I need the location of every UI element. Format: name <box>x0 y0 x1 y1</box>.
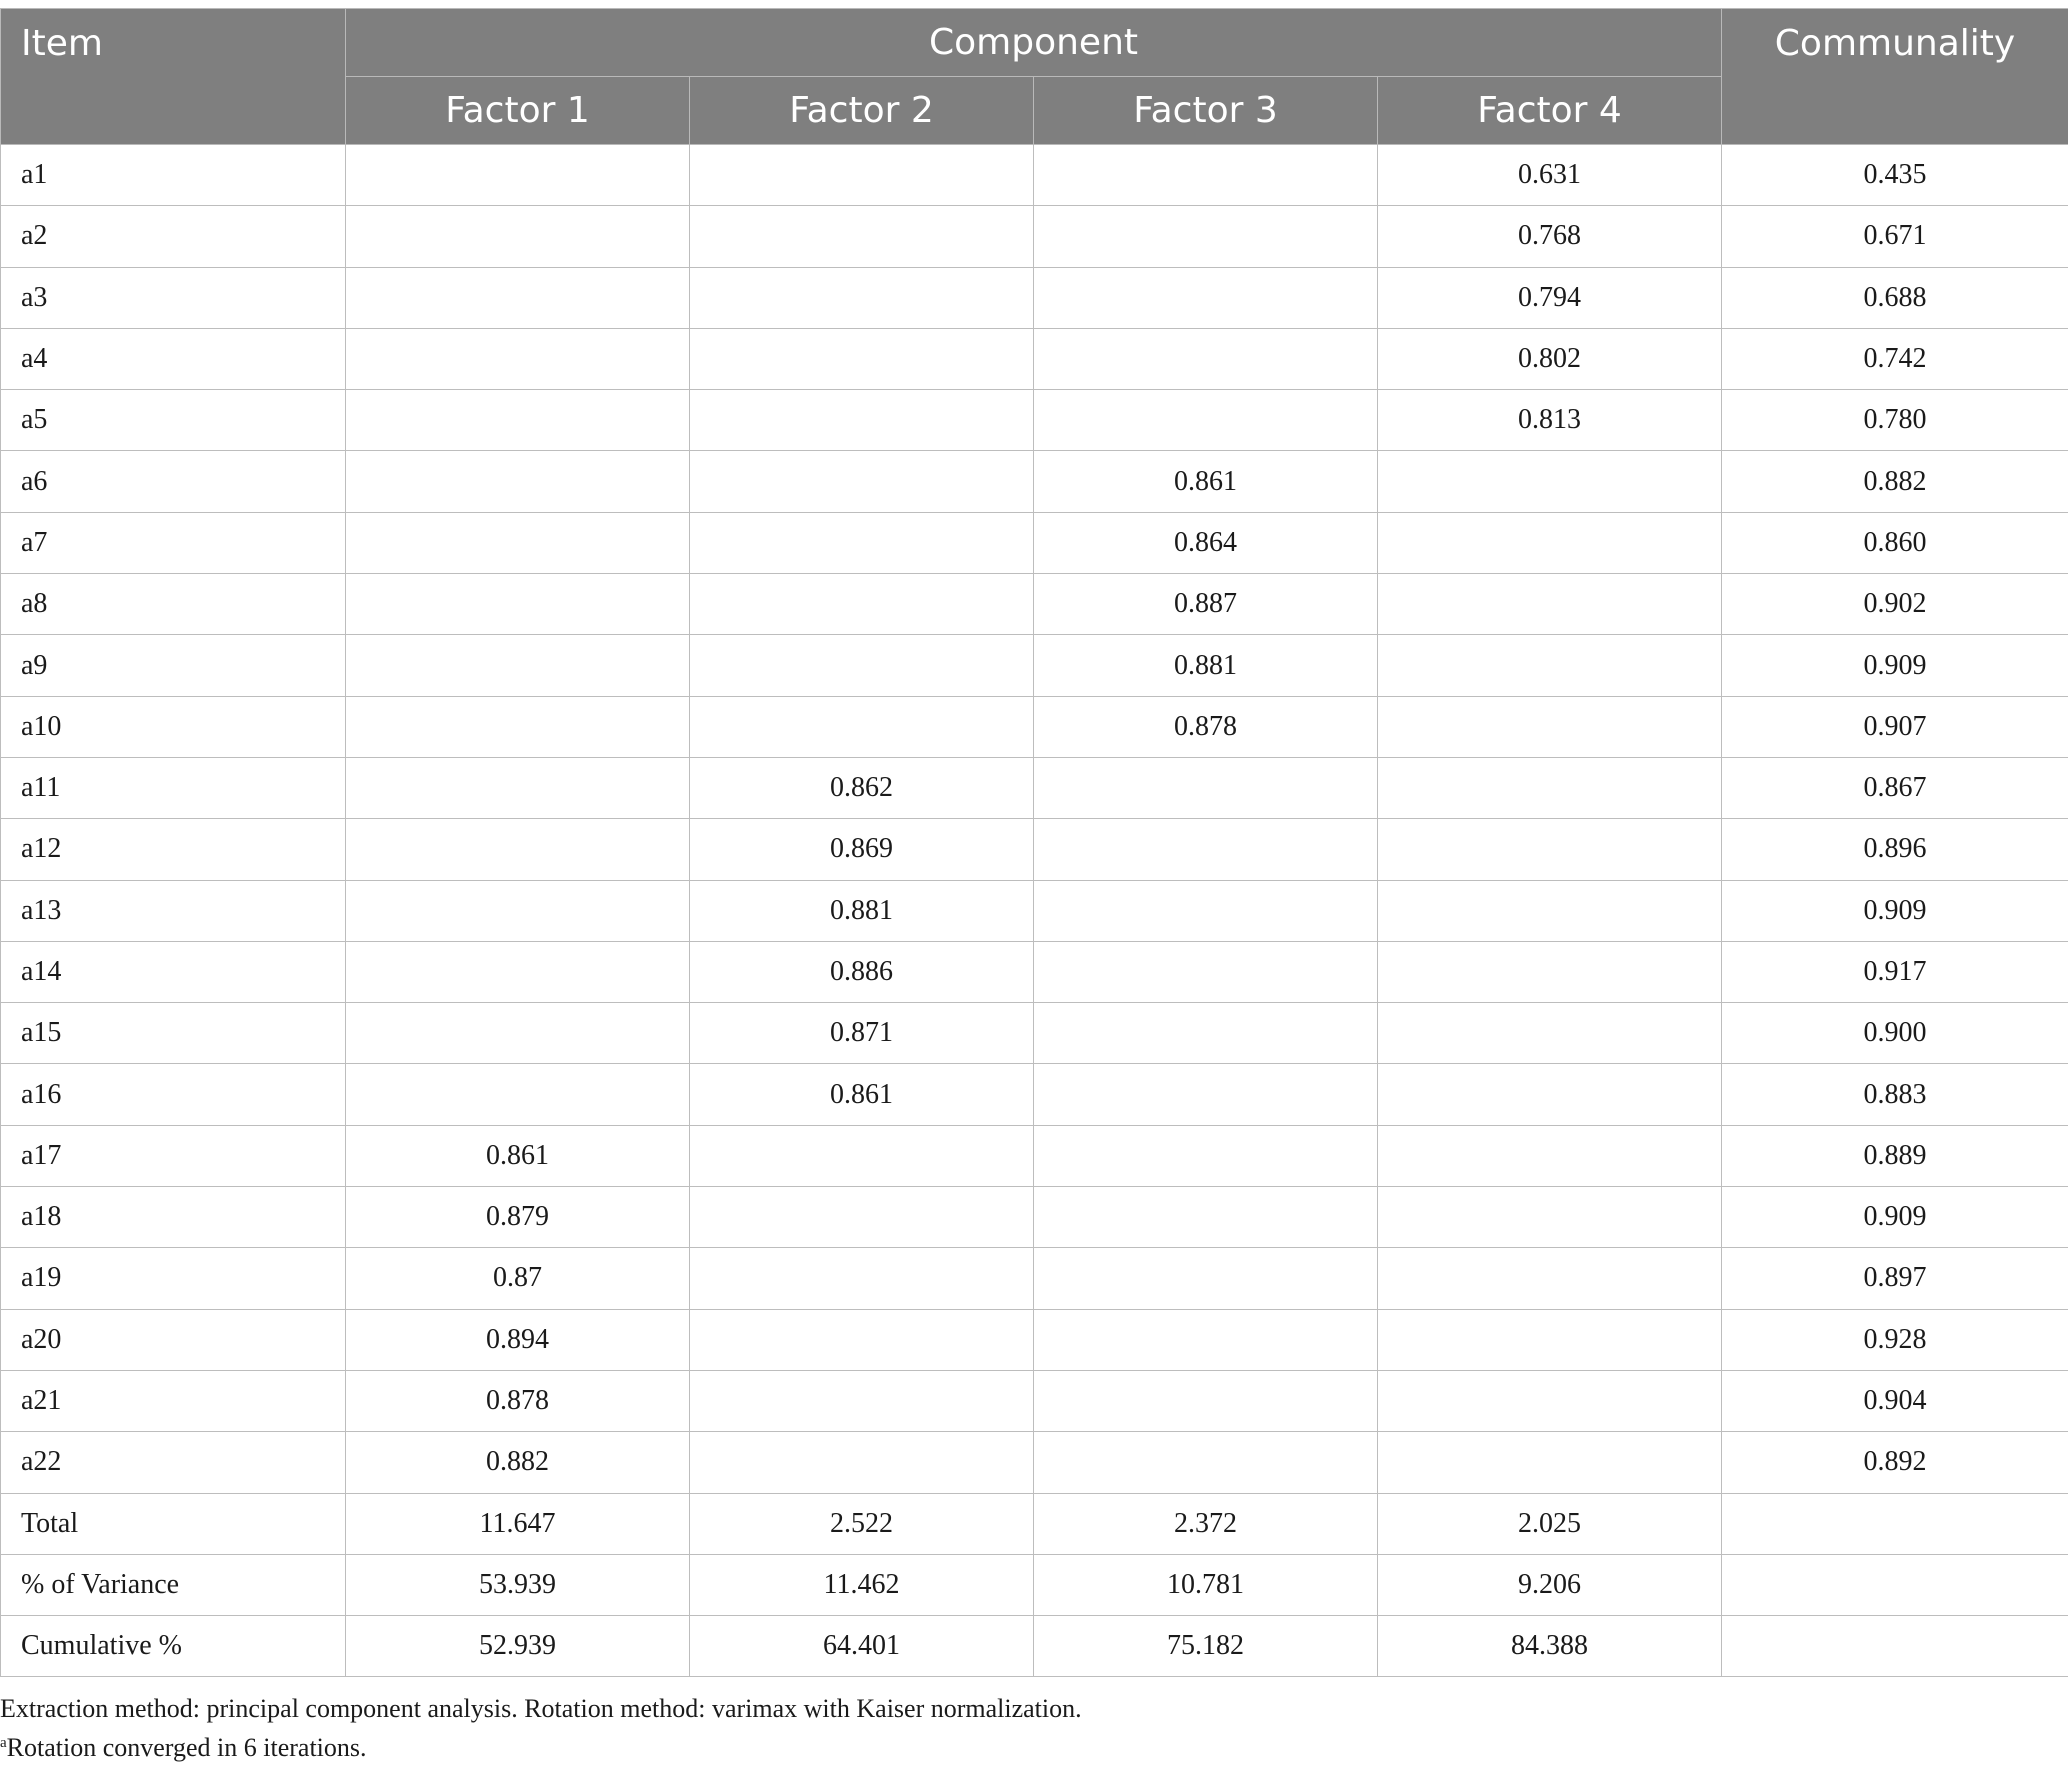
factor-3-cell <box>1034 757 1378 818</box>
communality-cell <box>1722 1493 2068 1554</box>
item-cell: a11 <box>1 757 346 818</box>
table-row <box>1 574 2068 635</box>
factor-3-cell <box>1034 1370 1378 1431</box>
factor-1-cell <box>346 206 690 267</box>
item-cell: a17 <box>1 1125 346 1186</box>
table-row <box>1 635 2068 696</box>
item-cell: a20 <box>1 1309 346 1370</box>
item-cell: a3 <box>1 267 346 328</box>
table-row <box>1 206 2068 267</box>
item-cell: a2 <box>1 206 346 267</box>
factor-1-cell <box>346 635 690 696</box>
factor-3-cell: 0.861 <box>1034 451 1378 512</box>
factor-2-cell <box>690 390 1034 451</box>
communality-cell: 0.882 <box>1722 451 2068 512</box>
factor-1-cell <box>346 1003 690 1064</box>
table-row <box>1 512 2068 573</box>
table-row <box>1 390 2068 451</box>
communality-cell: 0.742 <box>1722 328 2068 389</box>
factor-loadings-table <box>0 8 2068 1677</box>
factor-3-cell: 0.881 <box>1034 635 1378 696</box>
factor-3-header: Factor 3 <box>1034 77 1378 145</box>
communality-cell: 0.897 <box>1722 1248 2068 1309</box>
factor-2-cell <box>690 635 1034 696</box>
factor-3-cell <box>1034 206 1378 267</box>
factor-2-cell: 0.886 <box>690 941 1034 1002</box>
rotation-note-text: Rotation converged in 6 iterations. <box>6 1733 367 1762</box>
table-row <box>1 1432 2068 1493</box>
factor-3-cell <box>1034 390 1378 451</box>
factor-3-cell <box>1034 145 1378 206</box>
table-row <box>1 1248 2068 1309</box>
communality-cell: 0.896 <box>1722 819 2068 880</box>
factor-4-cell <box>1378 880 1722 941</box>
factor-4-cell <box>1378 1003 1722 1064</box>
factor-3-cell <box>1034 1432 1378 1493</box>
factor-4-cell <box>1378 1187 1722 1248</box>
factor-4-header: Factor 4 <box>1378 77 1722 145</box>
factor-1-cell <box>346 390 690 451</box>
communality-cell: 0.902 <box>1722 574 2068 635</box>
factor-1-cell <box>346 757 690 818</box>
factor-1-cell: 11.647 <box>346 1493 690 1554</box>
factor-4-cell: 0.794 <box>1378 267 1722 328</box>
factor-4-cell: 0.802 <box>1378 328 1722 389</box>
factor-2-cell <box>690 1309 1034 1370</box>
item-cell: a5 <box>1 390 346 451</box>
rotation-note <box>0 1728 2068 1767</box>
table-row <box>1 328 2068 389</box>
factor-2-cell <box>690 1432 1034 1493</box>
factor-3-cell: 0.878 <box>1034 696 1378 757</box>
item-cell: a19 <box>1 1248 346 1309</box>
factor-1-cell <box>346 328 690 389</box>
factor-3-cell <box>1034 1248 1378 1309</box>
factor-3-cell: 75.182 <box>1034 1616 1378 1677</box>
factor-1-cell: 0.878 <box>346 1370 690 1431</box>
factor-2-cell: 0.861 <box>690 1064 1034 1125</box>
item-cell: a1 <box>1 145 346 206</box>
factor-2-cell <box>690 1125 1034 1186</box>
item-cell: a10 <box>1 696 346 757</box>
item-cell: Cumulative % <box>1 1616 346 1677</box>
factor-2-cell: 0.881 <box>690 880 1034 941</box>
factor-4-cell <box>1378 819 1722 880</box>
table-row <box>1 451 2068 512</box>
factor-4-cell <box>1378 757 1722 818</box>
factor-1-cell <box>346 819 690 880</box>
table-body <box>1 145 2068 1677</box>
communality-cell: 0.889 <box>1722 1125 2068 1186</box>
factor-1-cell: 0.894 <box>346 1309 690 1370</box>
factor-1-cell <box>346 512 690 573</box>
factor-1-cell <box>346 267 690 328</box>
factor-4-cell <box>1378 696 1722 757</box>
communality-cell: 0.883 <box>1722 1064 2068 1125</box>
factor-2-cell: 64.401 <box>690 1616 1034 1677</box>
factor-4-cell: 2.025 <box>1378 1493 1722 1554</box>
communality-cell: 0.688 <box>1722 267 2068 328</box>
factor-4-cell <box>1378 1309 1722 1370</box>
communality-cell: 0.860 <box>1722 512 2068 573</box>
factor-3-cell <box>1034 880 1378 941</box>
factor-4-cell <box>1378 941 1722 1002</box>
factor-3-cell <box>1034 1064 1378 1125</box>
factor-1-cell: 0.87 <box>346 1248 690 1309</box>
factor-3-cell: 2.372 <box>1034 1493 1378 1554</box>
communality-cell: 0.909 <box>1722 1187 2068 1248</box>
factor-2-header: Factor 2 <box>690 77 1034 145</box>
table-row <box>1 1125 2068 1186</box>
item-cell: a13 <box>1 880 346 941</box>
factor-1-cell <box>346 145 690 206</box>
factor-4-cell <box>1378 512 1722 573</box>
factor-2-cell <box>690 1187 1034 1248</box>
communality-cell: 0.917 <box>1722 941 2068 1002</box>
factor-3-cell <box>1034 267 1378 328</box>
table-row <box>1 1309 2068 1370</box>
factor-2-cell <box>690 696 1034 757</box>
item-cell: a21 <box>1 1370 346 1431</box>
communality-column-header: Communality <box>1722 9 2068 145</box>
factor-4-cell <box>1378 1064 1722 1125</box>
item-cell: a18 <box>1 1187 346 1248</box>
communality-cell: 0.928 <box>1722 1309 2068 1370</box>
factor-2-cell <box>690 267 1034 328</box>
item-cell: a22 <box>1 1432 346 1493</box>
item-cell: a7 <box>1 512 346 573</box>
table-row <box>1 1493 2068 1554</box>
factor-2-cell: 2.522 <box>690 1493 1034 1554</box>
factor-4-cell: 0.813 <box>1378 390 1722 451</box>
item-column-header: Item <box>1 9 346 145</box>
factor-2-cell <box>690 145 1034 206</box>
table-row <box>1 757 2068 818</box>
table-row <box>1 1064 2068 1125</box>
table-row <box>1 1187 2068 1248</box>
factor-3-cell <box>1034 941 1378 1002</box>
rotation-note-marker: a <box>0 1735 7 1751</box>
factor-4-cell <box>1378 1432 1722 1493</box>
factor-1-cell <box>346 574 690 635</box>
item-cell: a12 <box>1 819 346 880</box>
header-row-top <box>1 9 2068 77</box>
factor-1-cell: 0.882 <box>346 1432 690 1493</box>
factor-2-cell: 11.462 <box>690 1554 1034 1615</box>
factor-2-cell <box>690 328 1034 389</box>
item-cell: a4 <box>1 328 346 389</box>
factor-2-cell <box>690 574 1034 635</box>
factor-3-cell <box>1034 1125 1378 1186</box>
table-row <box>1 696 2068 757</box>
factor-4-cell: 9.206 <box>1378 1554 1722 1615</box>
communality-cell: 0.900 <box>1722 1003 2068 1064</box>
item-cell: a16 <box>1 1064 346 1125</box>
factor-3-cell: 0.864 <box>1034 512 1378 573</box>
factor-1-cell <box>346 880 690 941</box>
factor-2-cell: 0.869 <box>690 819 1034 880</box>
factor-1-cell: 52.939 <box>346 1616 690 1677</box>
communality-cell: 0.892 <box>1722 1432 2068 1493</box>
communality-cell: 0.435 <box>1722 145 2068 206</box>
factor-4-cell <box>1378 1370 1722 1431</box>
table-row <box>1 880 2068 941</box>
factor-2-cell: 0.862 <box>690 757 1034 818</box>
table-row <box>1 1554 2068 1615</box>
item-cell: a8 <box>1 574 346 635</box>
factor-4-cell <box>1378 1248 1722 1309</box>
factor-4-cell: 0.768 <box>1378 206 1722 267</box>
factor-2-cell: 0.871 <box>690 1003 1034 1064</box>
factor-1-cell: 53.939 <box>346 1554 690 1615</box>
extraction-note: Extraction method: principal component analysis. Rotation method: varimax with Kaiser normalization. <box>0 1694 1082 1723</box>
factor-2-cell <box>690 451 1034 512</box>
communality-cell <box>1722 1554 2068 1615</box>
table-row <box>1 941 2068 1002</box>
factor-1-cell <box>346 941 690 1002</box>
factor-3-cell <box>1034 328 1378 389</box>
factor-3-cell <box>1034 819 1378 880</box>
factor-2-cell <box>690 1248 1034 1309</box>
table-row <box>1 267 2068 328</box>
factor-3-cell: 10.781 <box>1034 1554 1378 1615</box>
communality-cell: 0.909 <box>1722 635 2068 696</box>
communality-cell: 0.904 <box>1722 1370 2068 1431</box>
communality-cell <box>1722 1616 2068 1677</box>
communality-cell: 0.780 <box>1722 390 2068 451</box>
item-cell: a14 <box>1 941 346 1002</box>
component-group-header: Component <box>346 9 1722 77</box>
factor-4-cell <box>1378 1125 1722 1186</box>
factor-3-cell <box>1034 1187 1378 1248</box>
factor-2-cell <box>690 206 1034 267</box>
table-row <box>1 819 2068 880</box>
factor-3-cell <box>1034 1309 1378 1370</box>
table-header <box>1 9 2068 145</box>
table-row <box>1 1370 2068 1431</box>
factor-1-header: Factor 1 <box>346 77 690 145</box>
factor-1-cell <box>346 1064 690 1125</box>
item-cell: Total <box>1 1493 346 1554</box>
table-notes <box>0 1689 2068 1767</box>
factor-4-cell: 84.388 <box>1378 1616 1722 1677</box>
item-cell: a15 <box>1 1003 346 1064</box>
factor-4-cell <box>1378 635 1722 696</box>
factor-4-cell: 0.631 <box>1378 145 1722 206</box>
table-row <box>1 145 2068 206</box>
factor-1-cell: 0.861 <box>346 1125 690 1186</box>
table-row <box>1 1616 2068 1677</box>
communality-cell: 0.867 <box>1722 757 2068 818</box>
factor-1-cell <box>346 451 690 512</box>
factor-3-cell <box>1034 1003 1378 1064</box>
factor-3-cell: 0.887 <box>1034 574 1378 635</box>
factor-2-cell <box>690 1370 1034 1431</box>
factor-1-cell <box>346 696 690 757</box>
item-cell: % of Variance <box>1 1554 346 1615</box>
factor-4-cell <box>1378 574 1722 635</box>
communality-cell: 0.671 <box>1722 206 2068 267</box>
table-row <box>1 1003 2068 1064</box>
factor-2-cell <box>690 512 1034 573</box>
communality-cell: 0.909 <box>1722 880 2068 941</box>
item-cell: a9 <box>1 635 346 696</box>
factor-4-cell <box>1378 451 1722 512</box>
communality-cell: 0.907 <box>1722 696 2068 757</box>
factor-1-cell: 0.879 <box>346 1187 690 1248</box>
item-cell: a6 <box>1 451 346 512</box>
